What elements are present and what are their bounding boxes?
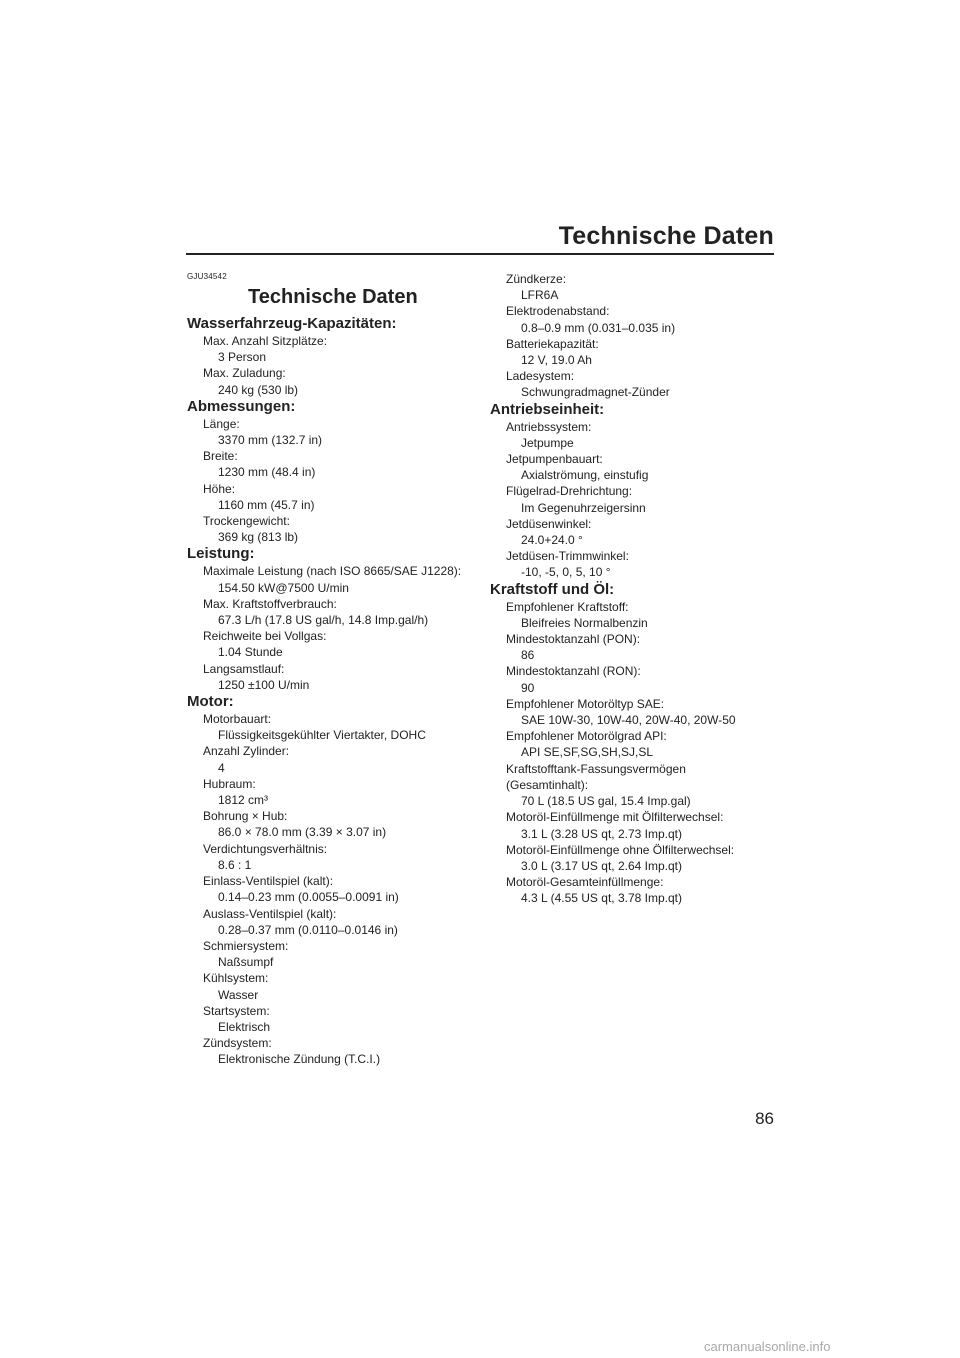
spec-section	[187, 693, 487, 1067]
right-column	[490, 271, 780, 907]
left-column	[187, 271, 487, 1068]
spec-label: Jetpumpenbauart:	[506, 452, 603, 467]
spec-value: Bleifreies Normalbenzin	[521, 615, 648, 630]
spec-value: Im Gegenuhrzeigersinn	[521, 500, 646, 515]
section-heading: Abmessungen:	[187, 397, 296, 415]
spec-label: Langsamstlauf:	[203, 661, 285, 676]
spec-value: 3.1 L (3.28 US qt, 2.73 Imp.qt)	[521, 826, 682, 841]
spec-label: Mindestoktanzahl (PON):	[506, 632, 641, 647]
spec-value: 1230 mm (48.4 in)	[218, 465, 316, 480]
section-heading: Leistung:	[187, 545, 255, 563]
spec-label: Mindestoktanzahl (RON):	[506, 664, 641, 679]
spec-value: 1.04 Stunde	[218, 645, 283, 660]
spec-label: Batteriekapazität:	[506, 336, 599, 351]
spec-label: Max. Anzahl Sitzplätze:	[203, 334, 328, 348]
spec-label: Max. Zuladung:	[203, 366, 286, 381]
spec-label: Motorbauart:	[203, 712, 272, 727]
spec-label: Empfohlener Motorölgrad API:	[506, 729, 667, 744]
spec-value: 154.50 kW@7500 U/min	[218, 580, 349, 595]
section-heading: Antriebseinheit:	[490, 400, 605, 418]
spec-value: 67.3 L/h (17.8 US gal/h, 14.8 Imp.gal/h)	[218, 613, 429, 628]
section-heading: Kraftstoff und Öl:	[490, 580, 615, 598]
spec-value: 86.0 × 78.0 mm (3.39 × 3.07 in)	[218, 825, 387, 840]
spec-value: 3 Person	[218, 350, 267, 365]
spec-value: Schwungradmagnet-Zünder	[521, 385, 670, 400]
spec-label: Motoröl-Einfüllmenge mit Ölfilterwechsel:	[506, 810, 724, 825]
spec-label: Anzahl Zylinder:	[203, 744, 290, 759]
spec-value: Naßsumpf	[218, 955, 274, 970]
spec-label: Reichweite bei Vollgas:	[203, 629, 327, 644]
spec-value: 12 V, 19.0 Ah	[521, 353, 592, 368]
spec-value: 1812 cm³	[218, 793, 269, 808]
spec-label: Ladesystem:	[506, 369, 575, 384]
spec-value: SAE 10W-30, 10W-40, 20W-40, 20W-50	[521, 713, 736, 728]
spec-section	[187, 545, 487, 693]
spec-value: 90	[521, 680, 535, 695]
spec-value: 369 kg (813 lb)	[218, 530, 299, 545]
spec-label: Höhe:	[203, 481, 236, 496]
spec-section	[187, 315, 487, 398]
spec-section	[490, 401, 780, 581]
spec-value: 0.14–0.23 mm (0.0055–0.0091 in)	[218, 890, 399, 905]
spec-label: Einlass-Ventilspiel (kalt):	[203, 874, 334, 889]
spec-label: Kühlsystem:	[203, 971, 269, 986]
spec-value: -10, -5, 0, 5, 10 °	[521, 565, 611, 580]
section-heading: Wasserfahrzeug-Kapazitäten:	[187, 315, 397, 332]
spec-value: Jetpumpe	[521, 435, 574, 450]
spec-value: Axialströmung, einstufig	[521, 468, 649, 483]
spec-label: Max. Kraftstoffverbrauch:	[203, 596, 337, 611]
spec-label: Bohrung × Hub:	[203, 809, 288, 824]
spec-label: Motoröl-Einfüllmenge ohne Ölfilterwechsel:	[506, 842, 735, 857]
section-main-title: Technische Daten	[248, 286, 418, 308]
spec-value: API SE,SF,SG,SH,SJ,SL	[521, 745, 654, 760]
spec-label: Jetdüsenwinkel:	[506, 516, 592, 531]
spec-label: Elektrodenabstand:	[506, 304, 610, 319]
spec-label: Länge:	[203, 416, 240, 431]
spec-value: Flüssigkeitsgekühlter Viertakter, DOHC	[218, 728, 426, 743]
spec-label: Empfohlener Kraftstoff:	[506, 599, 629, 614]
spec-value: 4.3 L (4.55 US qt, 3.78 Imp.qt)	[521, 891, 682, 906]
spec-label: Jetdüsen-Trimmwinkel:	[506, 549, 629, 564]
spec-value: 86	[521, 648, 535, 663]
spec-label: Auslass-Ventilspiel (kalt):	[203, 906, 337, 921]
watermark[interactable]: carmanualsonline.info	[704, 1339, 831, 1354]
header-divider	[186, 253, 774, 255]
spec-label: Flügelrad-Drehrichtung:	[506, 484, 633, 499]
spec-label: Schmiersystem:	[203, 938, 289, 953]
spec-value: 3.0 L (3.17 US qt, 2.64 Imp.qt)	[521, 858, 682, 873]
spec-value: Elektronische Zündung (T.C.I.)	[218, 1052, 381, 1067]
spec-label: Trockengewicht:	[203, 514, 290, 529]
spec-section	[187, 398, 487, 546]
spec-label: Zündkerze:	[506, 272, 567, 286]
spec-value: Elektrisch	[218, 1019, 271, 1034]
spec-value: 1250 ±100 U/min	[218, 677, 310, 692]
right-top-items	[490, 271, 780, 401]
page-number: 86	[755, 1109, 774, 1128]
spec-label: Startsystem:	[203, 1003, 270, 1018]
spec-value: 240 kg (530 lb)	[218, 382, 299, 397]
spec-label: Maximale Leistung (nach ISO 8665/SAE J1228):	[203, 564, 462, 579]
spec-label: Zündsystem:	[203, 1036, 272, 1051]
spec-value: 0.28–0.37 mm (0.0110–0.0146 in)	[218, 922, 398, 937]
spec-value: 1160 mm (45.7 in)	[218, 497, 315, 512]
spec-section	[490, 581, 780, 907]
spec-value: 0.8–0.9 mm (0.031–0.035 in)	[521, 320, 676, 335]
spec-label: Hubraum:	[203, 776, 256, 791]
left-sections	[187, 315, 487, 1068]
page-header-title: Technische Daten	[558, 222, 774, 250]
spec-label: (Gesamtinhalt):	[506, 777, 589, 792]
spec-value: Wasser	[218, 987, 259, 1002]
spec-value: 24.0+24.0 °	[521, 533, 583, 548]
spec-label: Kraftstofftank-Fassungsvermögen	[506, 761, 686, 776]
spec-value: 4	[218, 760, 225, 775]
section-heading: Motor:	[187, 693, 234, 711]
document-code: GJU34542	[187, 272, 227, 281]
spec-label: Antriebssystem:	[506, 419, 592, 434]
spec-label: Verdichtungsverhältnis:	[203, 841, 328, 856]
spec-value: 70 L (18.5 US gal, 15.4 Imp.gal)	[521, 794, 691, 809]
spec-value: LFR6A	[521, 288, 559, 303]
spec-label: Breite:	[203, 449, 238, 464]
spec-value: 8.6 : 1	[218, 857, 252, 872]
right-sections	[490, 401, 780, 907]
spec-label: Motoröl-Gesamteinfüllmenge:	[506, 875, 664, 890]
spec-value: 3370 mm (132.7 in)	[218, 433, 323, 448]
spec-label: Empfohlener Motoröltyp SAE:	[506, 696, 665, 711]
